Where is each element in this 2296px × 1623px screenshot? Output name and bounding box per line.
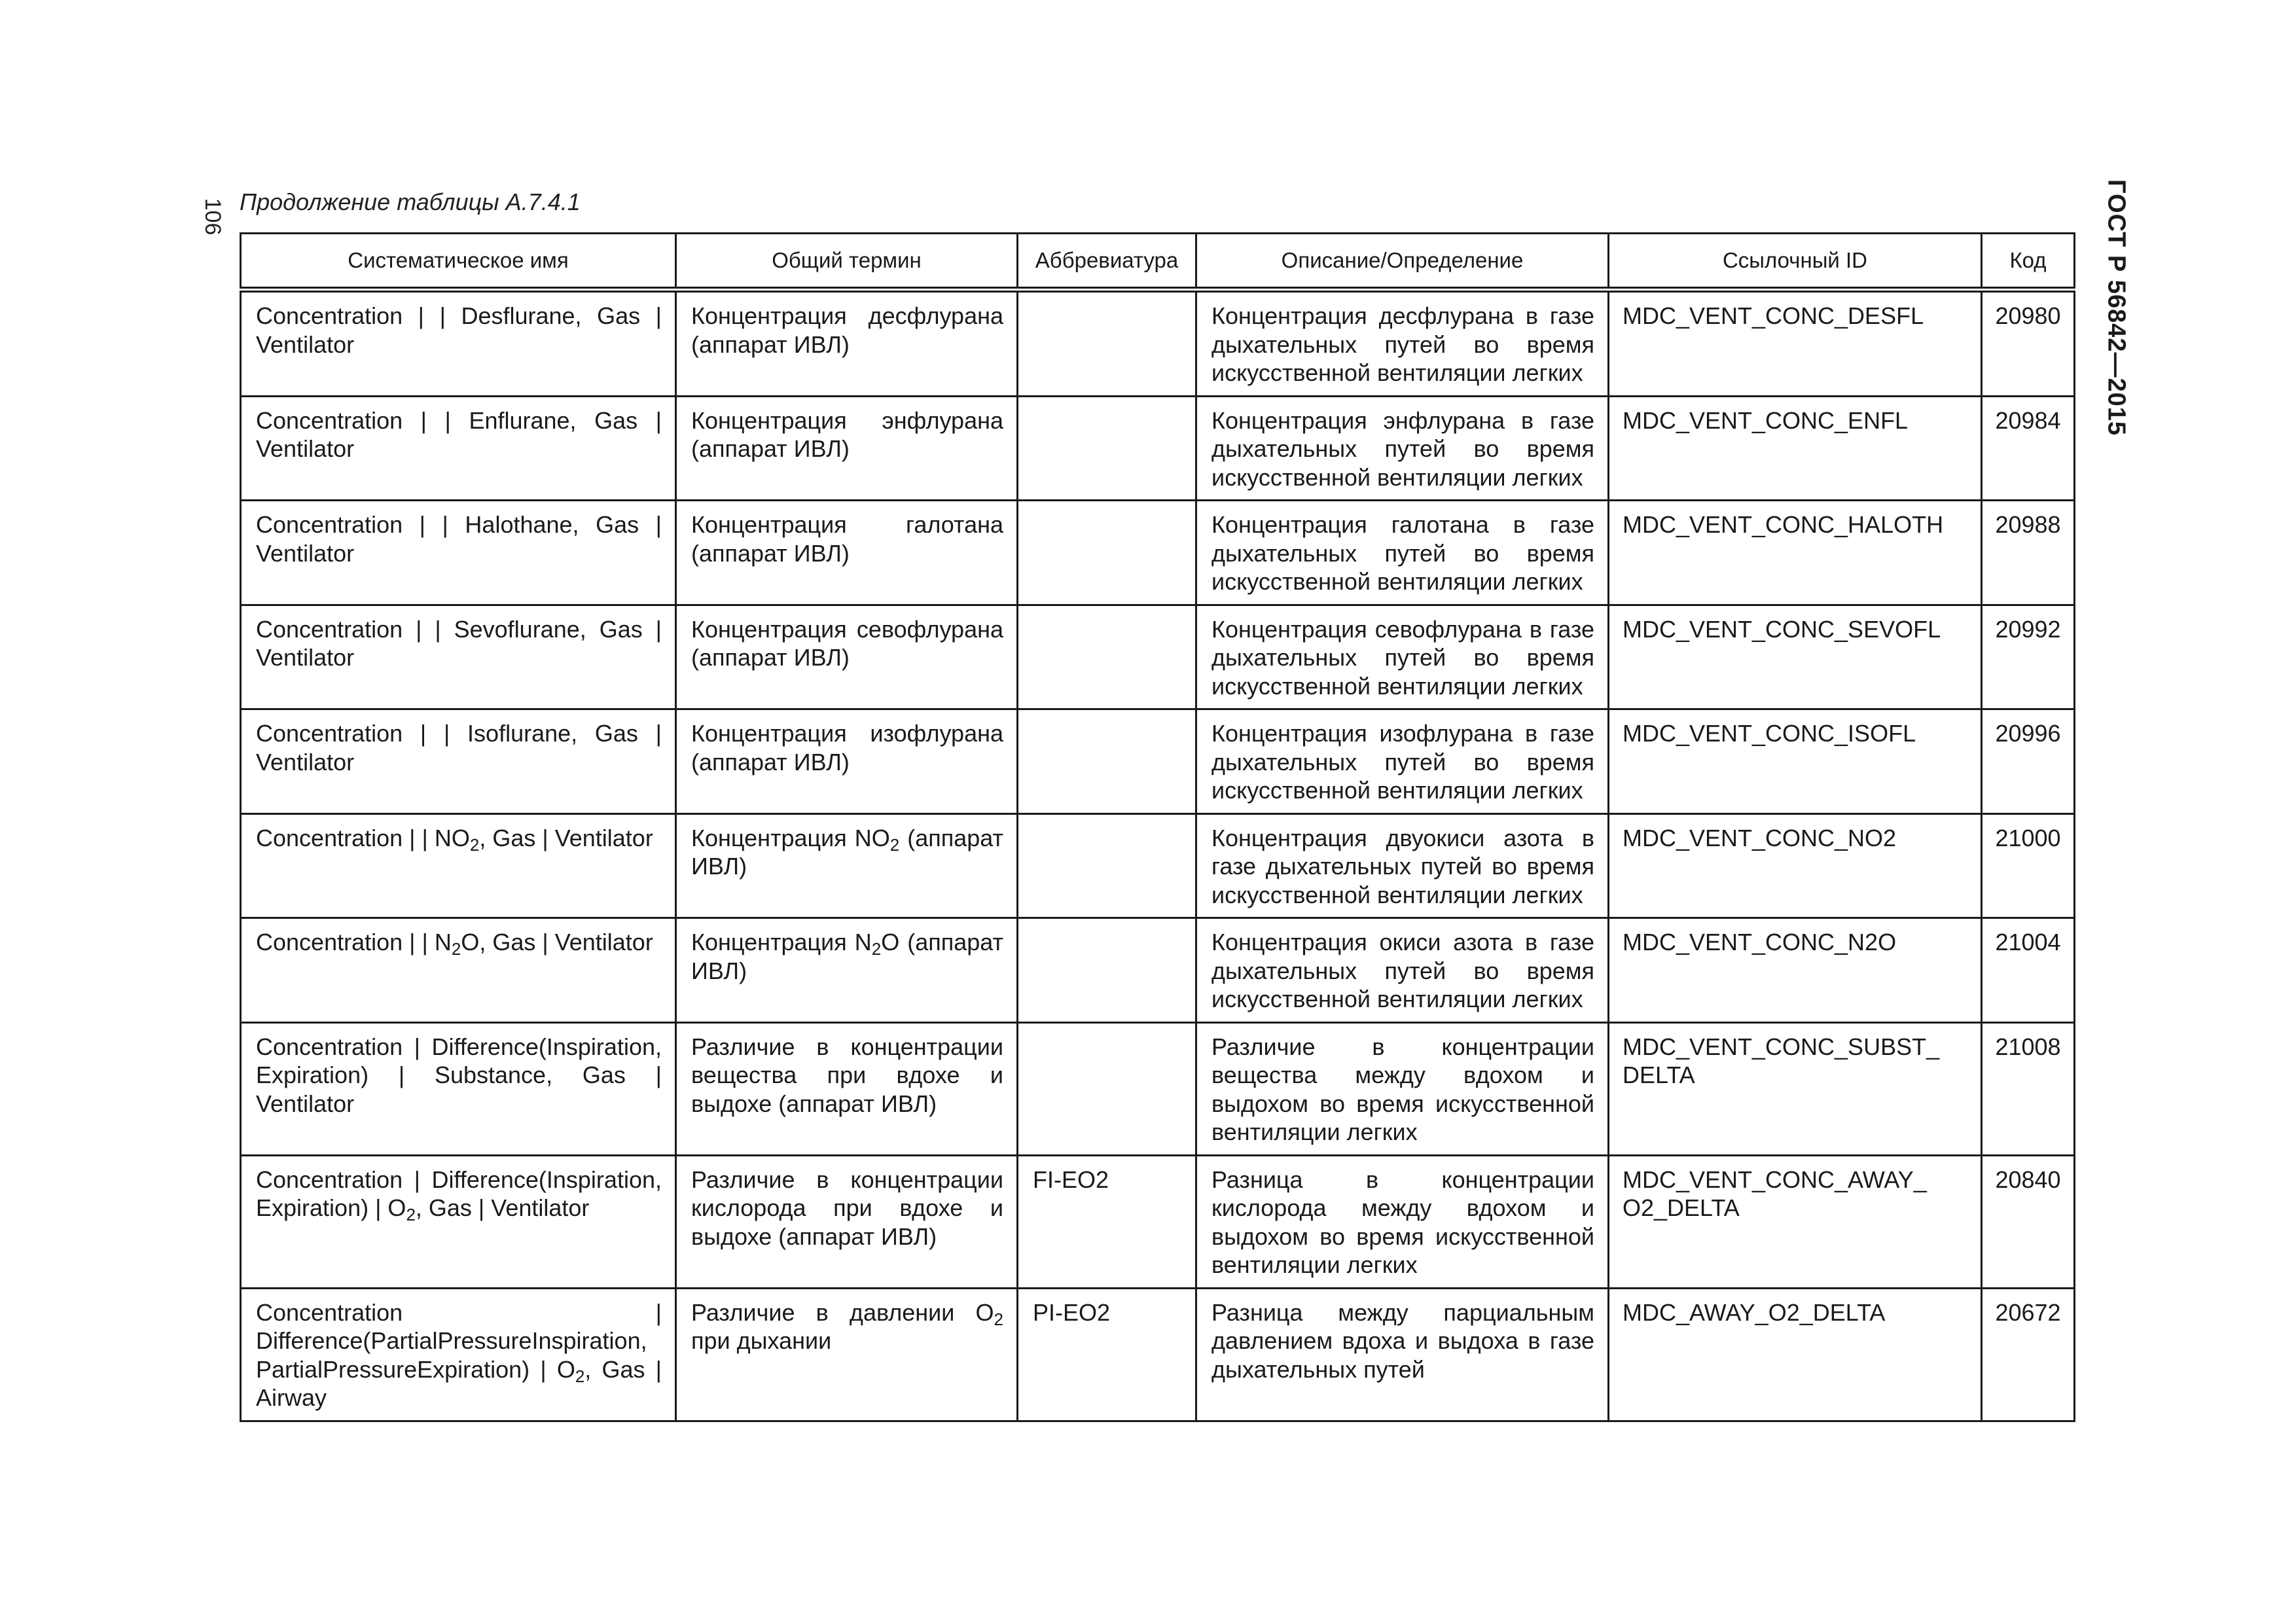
description-cell: Концентрация энфлурана в газе дыхательных путей во время искусственной вентиляции легких	[1196, 396, 1609, 501]
column-header-reference-id: Ссылочный ID	[1609, 234, 1982, 290]
table-row	[241, 1155, 2075, 1288]
cell-text: Концентрация NO	[691, 824, 890, 851]
column-header-abbreviation: Аббревиатура	[1018, 234, 1196, 290]
code-cell: 21000	[1982, 813, 2075, 918]
column-header-systematic-name: Систематическое имя	[241, 234, 676, 290]
reference-id-cell: MDC_VENT_CONC_ENFL	[1609, 396, 1982, 501]
cell-text: Concentration | Difference(PartialPressureInspiration, PartialPressureExpiration) | O	[256, 1298, 662, 1383]
cell-text: O, Gas | Ventilator	[461, 929, 653, 955]
abbreviation-cell	[1018, 1022, 1196, 1155]
common-term-cell: Концентрация изофлурана (аппарат ИВЛ)	[676, 709, 1018, 814]
description-cell: Концентрация изофлурана в газе дыхательных путей во время искусственной вентиляции легких	[1196, 709, 1609, 814]
systematic-name-cell: Concentration | | Isoflurane, Gas | Ventilator	[241, 709, 676, 814]
column-header-description: Описание/Определение	[1196, 234, 1609, 290]
description-cell: Разница между парциальным давлением вдоха и выдоха в газе дыхательных путей	[1196, 1288, 1609, 1421]
description-cell: Концентрация окиси азота в газе дыхательных путей во время искусственной вентиляции легких	[1196, 918, 1609, 1023]
cell-text: , Gas | Airway	[256, 1355, 662, 1411]
data-table	[240, 232, 2075, 1422]
abbreviation-cell	[1018, 918, 1196, 1023]
abbreviation-cell: FI-EO2	[1018, 1155, 1196, 1288]
abbreviation-cell	[1018, 813, 1196, 918]
code-cell: 20840	[1982, 1155, 2075, 1288]
code-cell: 20996	[1982, 709, 2075, 814]
description-cell: Концентрация галотана в газе дыхательных путей во время искусственной вентиляции легких	[1196, 501, 1609, 605]
code-cell: 20992	[1982, 605, 2075, 709]
table-row	[241, 918, 2075, 1023]
systematic-name-cell	[241, 813, 676, 918]
table-row	[241, 813, 2075, 918]
table-body	[241, 290, 2075, 1421]
subscript: 2	[406, 1205, 416, 1224]
table-row	[241, 1022, 2075, 1155]
common-term-cell: Концентрация энфлурана (аппарат ИВЛ)	[676, 396, 1018, 501]
table-row	[241, 605, 2075, 709]
document-code-text: ГОСТ Р 56842—2015	[2102, 179, 2130, 436]
systematic-name-cell: Concentration | | Enflurane, Gas | Ventilator	[241, 396, 676, 501]
abbreviation-cell	[1018, 605, 1196, 709]
reference-id-cell: MDC_VENT_CONC_SUBST_ DELTA	[1609, 1022, 1982, 1155]
table-row	[241, 501, 2075, 605]
code-cell: 20988	[1982, 501, 2075, 605]
systematic-name-cell	[241, 1288, 676, 1421]
reference-id-cell: MDC_VENT_CONC_N2O	[1609, 918, 1982, 1023]
cell-text: Concentration | | NO	[256, 824, 470, 851]
common-term-cell	[676, 813, 1018, 918]
reference-id-cell: MDC_VENT_CONC_AWAY_ O2_DELTA	[1609, 1155, 1982, 1288]
table-row	[241, 1288, 2075, 1421]
common-term-cell	[676, 1288, 1018, 1421]
code-cell: 21004	[1982, 918, 2075, 1023]
cell-text: O (аппарат ИВЛ)	[691, 929, 1004, 984]
table-row	[241, 290, 2075, 397]
code-cell: 20672	[1982, 1288, 2075, 1421]
systematic-name-cell: Concentration | Difference(Inspiration, Expiration) | Substance, Gas | Ventilator	[241, 1022, 676, 1155]
abbreviation-cell: PI-EO2	[1018, 1288, 1196, 1421]
description-cell: Концентрация десфлурана в газе дыхательных путей во время искусственной вентиляции легких	[1196, 290, 1609, 397]
reference-id-cell: MDC_VENT_CONC_NO2	[1609, 813, 1982, 918]
common-term-cell: Концентрация галотана (аппарат ИВЛ)	[676, 501, 1018, 605]
subscript: 2	[889, 834, 900, 855]
reference-id-cell: MDC_AWAY_O2_DELTA	[1609, 1288, 1982, 1421]
reference-id-cell: MDC_VENT_CONC_ISOFL	[1609, 709, 1982, 814]
abbreviation-cell	[1018, 501, 1196, 605]
systematic-name-cell: Concentration | | Desflurane, Gas | Ventilator	[241, 290, 676, 397]
common-term-cell: Различие в концентрации кислорода при вдохе и выдохе (аппарат ИВЛ)	[676, 1155, 1018, 1288]
systematic-name-cell: Concentration | | Sevoflurane, Gas | Ventilator	[241, 605, 676, 709]
systematic-name-cell	[241, 1155, 676, 1288]
reference-id-cell: MDC_VENT_CONC_DESFL	[1609, 290, 1982, 397]
subscript: 2	[994, 1309, 1003, 1329]
table-row	[241, 396, 2075, 501]
code-cell: 21008	[1982, 1022, 2075, 1155]
common-term-cell	[676, 918, 1018, 1023]
page-number: 106	[200, 198, 226, 236]
cell-text: , Gas | Ventilator	[415, 1194, 590, 1221]
systematic-name-cell	[241, 918, 676, 1023]
subscript: 2	[469, 834, 480, 855]
description-cell: Разница в концентрации кислорода между вдохом и выдохом во время искусственной вентиляции легких	[1196, 1155, 1609, 1288]
abbreviation-cell	[1018, 709, 1196, 814]
subscript: 2	[451, 939, 461, 959]
common-term-cell: Различие в концентрации вещества при вдохе и выдохе (аппарат ИВЛ)	[676, 1022, 1018, 1155]
table-caption: Продолжение таблицы А.7.4.1	[240, 188, 581, 215]
abbreviation-cell	[1018, 396, 1196, 501]
cell-text: Concentration | | N	[256, 929, 452, 955]
code-cell: 20984	[1982, 396, 2075, 501]
description-cell: Концентрация севофлурана в газе дыхательных путей во время искусственной вентиляции легких	[1196, 605, 1609, 709]
description-cell: Концентрация двуокиси азота в газе дыхательных путей во время искусственной вентиляции легких	[1196, 813, 1609, 918]
subscript: 2	[575, 1366, 585, 1386]
common-term-cell: Концентрация десфлурана (аппарат ИВЛ)	[676, 290, 1018, 397]
systematic-name-cell: Concentration | | Halothane, Gas | Ventilator	[241, 501, 676, 605]
common-term-cell: Концентрация севофлурана (аппарат ИВЛ)	[676, 605, 1018, 709]
subscript: 2	[871, 939, 882, 959]
code-cell: 20980	[1982, 290, 2075, 397]
reference-id-cell: MDC_VENT_CONC_HALOTH	[1609, 501, 1982, 605]
abbreviation-cell	[1018, 290, 1196, 397]
cell-text: Концентрация N	[691, 929, 872, 955]
cell-text: Различие в давлении O	[691, 1298, 994, 1326]
table-row	[241, 709, 2075, 814]
cell-text: Concentration | Difference(Inspiration, Expiration) | O	[256, 1166, 662, 1221]
column-header-code: Код	[1982, 234, 2075, 290]
column-header-common-term: Общий термин	[676, 234, 1018, 290]
cell-text: , Gas | Ventilator	[479, 824, 653, 851]
cell-text: (аппарат ИВЛ)	[691, 824, 1004, 880]
reference-id-cell: MDC_VENT_CONC_SEVOFL	[1609, 605, 1982, 709]
table-header-row	[241, 234, 2075, 290]
description-cell: Различие в концентрации вещества между вдохом и выдохом во время искусственной вентиляции легких	[1196, 1022, 1609, 1155]
cell-text: при дыхании	[691, 1327, 832, 1354]
